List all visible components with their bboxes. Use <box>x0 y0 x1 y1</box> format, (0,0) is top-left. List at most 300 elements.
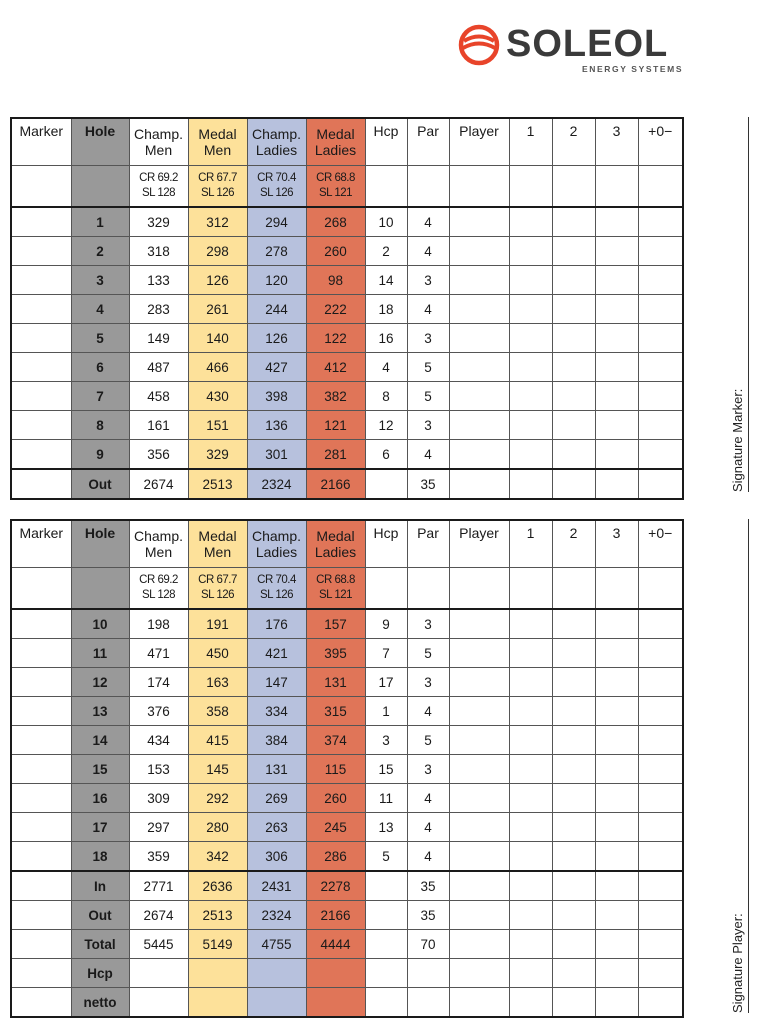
score-1-rating-cell[interactable] <box>509 166 552 208</box>
marker-cell[interactable] <box>11 726 71 755</box>
par-cell <box>407 959 449 988</box>
player-score-cell[interactable] <box>449 842 509 872</box>
score-2-header: 2 <box>552 118 595 166</box>
player-score-cell[interactable] <box>449 755 509 784</box>
score-2-rating-cell[interactable] <box>552 568 595 610</box>
score-3-cell[interactable] <box>595 813 638 842</box>
table-row <box>11 237 683 266</box>
medal-ladies-cell: 2166 <box>306 469 365 499</box>
score-2-cell[interactable] <box>552 440 595 470</box>
hcp-cell: 10 <box>365 207 407 237</box>
champ-men-cell: 283 <box>129 295 188 324</box>
medal-men-cell: 151 <box>188 411 247 440</box>
score-1-cell[interactable] <box>509 207 552 237</box>
hole-cell: Out <box>71 469 129 499</box>
champ-ladies-cell: 301 <box>247 440 306 470</box>
score-1-cell[interactable] <box>509 639 552 668</box>
score-3-cell[interactable] <box>595 784 638 813</box>
score-1-cell[interactable] <box>509 295 552 324</box>
score-3-cell[interactable] <box>595 930 638 959</box>
score-3-cell[interactable] <box>595 726 638 755</box>
medal-men-cell: 2513 <box>188 901 247 930</box>
score-1-cell[interactable] <box>509 901 552 930</box>
score-3-cell[interactable] <box>595 668 638 697</box>
score-3-cell[interactable] <box>595 901 638 930</box>
medal-men-cell: 2636 <box>188 871 247 901</box>
champ-ladies-cell: 334 <box>247 697 306 726</box>
marker-cell[interactable] <box>11 871 71 901</box>
champ-men-cell: 297 <box>129 813 188 842</box>
player-score-cell[interactable] <box>449 784 509 813</box>
hcp-cell <box>365 959 407 988</box>
champ-men-cell: 359 <box>129 842 188 872</box>
score-1-cell[interactable] <box>509 324 552 353</box>
medal-men-cell: 2513 <box>188 469 247 499</box>
hcp-cell: 17 <box>365 668 407 697</box>
marker-cell[interactable] <box>11 469 71 499</box>
score-2-cell[interactable] <box>552 237 595 266</box>
plusminus-rating-cell[interactable] <box>638 166 683 208</box>
par-cell <box>407 988 449 1018</box>
champ-ladies-header: Champ. Ladies <box>247 520 306 568</box>
brand-tagline: ENERGY SYSTEMS <box>582 64 684 74</box>
score-1-cell[interactable] <box>509 959 552 988</box>
score-1-cell[interactable] <box>509 755 552 784</box>
player-score-cell[interactable] <box>449 469 509 499</box>
score-1-header: 1 <box>509 520 552 568</box>
par-cell: 3 <box>407 755 449 784</box>
hole-cell: 6 <box>71 353 129 382</box>
score-2-cell[interactable] <box>552 266 595 295</box>
player-signature-line[interactable] <box>748 519 749 1013</box>
champ-men-cell: 329 <box>129 207 188 237</box>
player-score-cell[interactable] <box>449 324 509 353</box>
player-rating-cell[interactable] <box>449 568 509 610</box>
player-score-cell[interactable] <box>449 411 509 440</box>
table-row <box>11 959 683 988</box>
medal-men-rating: CR 67.7 SL 126 <box>188 166 247 208</box>
par-cell: 5 <box>407 382 449 411</box>
hcp-cell: 7 <box>365 639 407 668</box>
hcp-rating-cell <box>365 568 407 610</box>
score-3-cell[interactable] <box>595 609 638 639</box>
score-2-cell[interactable] <box>552 697 595 726</box>
champ-ladies-rating: CR 70.4 SL 126 <box>247 568 306 610</box>
medal-ladies-cell: 374 <box>306 726 365 755</box>
plusminus-cell[interactable] <box>638 382 683 411</box>
score-1-cell[interactable] <box>509 697 552 726</box>
plusminus-cell[interactable] <box>638 469 683 499</box>
score-2-cell[interactable] <box>552 988 595 1018</box>
hcp-cell: 3 <box>365 726 407 755</box>
score-2-cell[interactable] <box>552 411 595 440</box>
par-cell: 3 <box>407 668 449 697</box>
plusminus-cell[interactable] <box>638 266 683 295</box>
score-2-cell[interactable] <box>552 609 595 639</box>
par-cell: 3 <box>407 411 449 440</box>
plusminus-cell[interactable] <box>638 353 683 382</box>
score-2-cell[interactable] <box>552 207 595 237</box>
table-row <box>11 813 683 842</box>
table-row <box>11 609 683 639</box>
score-2-cell[interactable] <box>552 901 595 930</box>
par-cell: 4 <box>407 207 449 237</box>
score-3-cell[interactable] <box>595 207 638 237</box>
score-3-cell[interactable] <box>595 440 638 470</box>
hole-cell: 7 <box>71 382 129 411</box>
player-score-cell[interactable] <box>449 207 509 237</box>
plusminus-cell[interactable] <box>638 609 683 639</box>
par-cell: 5 <box>407 639 449 668</box>
plusminus-cell[interactable] <box>638 930 683 959</box>
champ-men-cell: 487 <box>129 353 188 382</box>
champ-ladies-cell: 120 <box>247 266 306 295</box>
hole-rating-cell <box>71 568 129 610</box>
player-score-cell[interactable] <box>449 609 509 639</box>
par-cell: 35 <box>407 871 449 901</box>
par-cell: 4 <box>407 440 449 470</box>
champ-men-cell <box>129 988 188 1018</box>
hcp-cell: 12 <box>365 411 407 440</box>
score-3-cell[interactable] <box>595 697 638 726</box>
score-2-cell[interactable] <box>552 959 595 988</box>
par-cell: 35 <box>407 901 449 930</box>
medal-men-cell: 261 <box>188 295 247 324</box>
score-1-cell[interactable] <box>509 237 552 266</box>
par-cell: 4 <box>407 697 449 726</box>
table-row <box>11 901 683 930</box>
plusminus-cell[interactable] <box>638 324 683 353</box>
plusminus-cell[interactable] <box>638 988 683 1018</box>
hcp-cell: 4 <box>365 353 407 382</box>
medal-ladies-cell: 157 <box>306 609 365 639</box>
medal-men-cell: 292 <box>188 784 247 813</box>
table-row <box>11 639 683 668</box>
score-3-cell[interactable] <box>595 295 638 324</box>
table-row <box>11 668 683 697</box>
par-cell: 3 <box>407 609 449 639</box>
champ-men-cell: 2771 <box>129 871 188 901</box>
par-cell: 5 <box>407 726 449 755</box>
hole-cell: 13 <box>71 697 129 726</box>
score-2-cell[interactable] <box>552 784 595 813</box>
marker-signature-line[interactable] <box>748 117 749 492</box>
medal-men-cell: 415 <box>188 726 247 755</box>
hcp-cell: 13 <box>365 813 407 842</box>
medal-men-cell: 5149 <box>188 930 247 959</box>
table-row <box>11 871 683 901</box>
plusminus-cell[interactable] <box>638 295 683 324</box>
score-3-cell[interactable] <box>595 959 638 988</box>
score-1-cell[interactable] <box>509 609 552 639</box>
score-1-cell[interactable] <box>509 668 552 697</box>
score-2-cell[interactable] <box>552 668 595 697</box>
score-2-cell[interactable] <box>552 930 595 959</box>
player-score-cell[interactable] <box>449 266 509 295</box>
medal-men-header: Medal Men <box>188 520 247 568</box>
champ-ladies-cell: 147 <box>247 668 306 697</box>
marker-cell[interactable] <box>11 324 71 353</box>
champ-men-cell: 318 <box>129 237 188 266</box>
hole-cell: Out <box>71 901 129 930</box>
champ-men-cell: 161 <box>129 411 188 440</box>
hcp-cell: 15 <box>365 755 407 784</box>
champ-men-cell: 174 <box>129 668 188 697</box>
score-2-cell[interactable] <box>552 639 595 668</box>
score-1-cell[interactable] <box>509 871 552 901</box>
score-3-cell[interactable] <box>595 266 638 295</box>
score-3-cell[interactable] <box>595 755 638 784</box>
plusminus-cell[interactable] <box>638 639 683 668</box>
hole-cell: Hcp <box>71 959 129 988</box>
score-2-cell[interactable] <box>552 871 595 901</box>
score-2-cell[interactable] <box>552 755 595 784</box>
score-3-cell[interactable] <box>595 469 638 499</box>
plusminus-cell[interactable] <box>638 726 683 755</box>
medal-men-cell: 280 <box>188 813 247 842</box>
player-score-cell[interactable] <box>449 639 509 668</box>
score-3-cell[interactable] <box>595 871 638 901</box>
par-header: Par <box>407 520 449 568</box>
score-2-rating-cell[interactable] <box>552 166 595 208</box>
medal-ladies-cell: 2166 <box>306 901 365 930</box>
medal-ladies-rating: CR 68.8 SL 121 <box>306 166 365 208</box>
marker-cell[interactable] <box>11 266 71 295</box>
hcp-cell <box>365 871 407 901</box>
marker-cell[interactable] <box>11 411 71 440</box>
plusminus-cell[interactable] <box>638 959 683 988</box>
champ-men-cell: 356 <box>129 440 188 470</box>
soleol-logo <box>458 20 693 76</box>
marker-cell[interactable] <box>11 207 71 237</box>
player-score-cell[interactable] <box>449 988 509 1018</box>
marker-cell[interactable] <box>11 755 71 784</box>
hcp-header: Hcp <box>365 520 407 568</box>
marker-cell[interactable] <box>11 639 71 668</box>
marker-cell[interactable] <box>11 842 71 872</box>
marker-rating-cell[interactable] <box>11 568 71 610</box>
player-rating-cell[interactable] <box>449 166 509 208</box>
score-1-cell[interactable] <box>509 988 552 1018</box>
table-row <box>11 324 683 353</box>
plusminus-cell[interactable] <box>638 871 683 901</box>
hole-cell: 8 <box>71 411 129 440</box>
hole-cell: netto <box>71 988 129 1018</box>
player-score-cell[interactable] <box>449 959 509 988</box>
hole-header: Hole <box>71 520 129 568</box>
plusminus-cell[interactable] <box>638 901 683 930</box>
score-3-cell[interactable] <box>595 324 638 353</box>
champ-ladies-cell: 244 <box>247 295 306 324</box>
medal-ladies-cell: 4444 <box>306 930 365 959</box>
medal-men-cell: 466 <box>188 353 247 382</box>
medal-men-cell: 342 <box>188 842 247 872</box>
rating-row <box>11 166 683 208</box>
brand-name: SOLEOL <box>506 23 669 65</box>
table-row <box>11 930 683 959</box>
champ-men-cell: 471 <box>129 639 188 668</box>
score-2-cell[interactable] <box>552 324 595 353</box>
player-header: Player <box>449 118 509 166</box>
player-score-cell[interactable] <box>449 697 509 726</box>
marker-cell[interactable] <box>11 440 71 470</box>
marker-cell[interactable] <box>11 609 71 639</box>
table-row <box>11 353 683 382</box>
score-1-cell[interactable] <box>509 440 552 470</box>
marker-cell[interactable] <box>11 697 71 726</box>
score-3-cell[interactable] <box>595 988 638 1018</box>
marker-cell[interactable] <box>11 353 71 382</box>
score-3-cell[interactable] <box>595 842 638 872</box>
score-1-cell[interactable] <box>509 726 552 755</box>
score-2-cell[interactable] <box>552 469 595 499</box>
score-2-cell[interactable] <box>552 353 595 382</box>
plusminus-cell[interactable] <box>638 813 683 842</box>
champ-ladies-cell: 2324 <box>247 469 306 499</box>
champ-ladies-cell: 126 <box>247 324 306 353</box>
score-2-cell[interactable] <box>552 382 595 411</box>
plusminus-cell[interactable] <box>638 668 683 697</box>
hole-cell: 5 <box>71 324 129 353</box>
hole-cell: 9 <box>71 440 129 470</box>
table-row <box>11 842 683 872</box>
par-header: Par <box>407 118 449 166</box>
marker-cell[interactable] <box>11 813 71 842</box>
plusminus-cell[interactable] <box>638 784 683 813</box>
hole-cell: 14 <box>71 726 129 755</box>
hcp-cell: 8 <box>365 382 407 411</box>
champ-ladies-cell: 269 <box>247 784 306 813</box>
score-3-cell[interactable] <box>595 237 638 266</box>
header-row <box>11 520 683 568</box>
score-1-cell[interactable] <box>509 469 552 499</box>
score-1-cell[interactable] <box>509 382 552 411</box>
champ-ladies-cell: 306 <box>247 842 306 872</box>
plusminus-rating-cell[interactable] <box>638 568 683 610</box>
champ-ladies-cell: 294 <box>247 207 306 237</box>
marker-cell[interactable] <box>11 237 71 266</box>
marker-cell[interactable] <box>11 959 71 988</box>
score-3-cell[interactable] <box>595 411 638 440</box>
score-2-cell[interactable] <box>552 726 595 755</box>
score-3-rating-cell[interactable] <box>595 166 638 208</box>
score-2-cell[interactable] <box>552 842 595 872</box>
player-score-cell[interactable] <box>449 901 509 930</box>
score-1-cell[interactable] <box>509 353 552 382</box>
player-score-cell[interactable] <box>449 871 509 901</box>
score-3-cell[interactable] <box>595 639 638 668</box>
table-row <box>11 988 683 1018</box>
medal-men-header: Medal Men <box>188 118 247 166</box>
champ-ladies-rating: CR 70.4 SL 126 <box>247 166 306 208</box>
medal-ladies-header: Medal Ladies <box>306 118 365 166</box>
medal-ladies-cell: 122 <box>306 324 365 353</box>
hcp-cell: 16 <box>365 324 407 353</box>
player-score-cell[interactable] <box>449 382 509 411</box>
champ-men-cell: 2674 <box>129 469 188 499</box>
player-score-cell[interactable] <box>449 813 509 842</box>
marker-cell[interactable] <box>11 295 71 324</box>
champ-ladies-cell: 421 <box>247 639 306 668</box>
plusminus-cell[interactable] <box>638 237 683 266</box>
hole-cell: 10 <box>71 609 129 639</box>
medal-men-cell: 298 <box>188 237 247 266</box>
champ-men-cell: 2674 <box>129 901 188 930</box>
medal-men-cell: 163 <box>188 668 247 697</box>
score-1-rating-cell[interactable] <box>509 568 552 610</box>
player-score-cell[interactable] <box>449 726 509 755</box>
score-1-cell[interactable] <box>509 813 552 842</box>
table-row <box>11 411 683 440</box>
champ-men-header: Champ. Men <box>129 118 188 166</box>
player-score-cell[interactable] <box>449 237 509 266</box>
table-row <box>11 697 683 726</box>
hole-cell: 11 <box>71 639 129 668</box>
player-score-cell[interactable] <box>449 930 509 959</box>
score-1-cell[interactable] <box>509 266 552 295</box>
par-rating-cell <box>407 568 449 610</box>
par-cell: 5 <box>407 353 449 382</box>
medal-men-cell: 358 <box>188 697 247 726</box>
score-1-cell[interactable] <box>509 411 552 440</box>
score-2-header: 2 <box>552 520 595 568</box>
plusminus-cell[interactable] <box>638 755 683 784</box>
score-2-cell[interactable] <box>552 295 595 324</box>
marker-cell[interactable] <box>11 988 71 1018</box>
medal-ladies-cell: 286 <box>306 842 365 872</box>
score-3-cell[interactable] <box>595 382 638 411</box>
marker-rating-cell[interactable] <box>11 166 71 208</box>
hole-cell: 17 <box>71 813 129 842</box>
champ-ladies-cell: 278 <box>247 237 306 266</box>
par-cell: 4 <box>407 295 449 324</box>
player-score-cell[interactable] <box>449 668 509 697</box>
table-row <box>11 469 683 499</box>
hcp-cell: 1 <box>365 697 407 726</box>
score-1-cell[interactable] <box>509 930 552 959</box>
champ-ladies-cell: 384 <box>247 726 306 755</box>
player-score-cell[interactable] <box>449 353 509 382</box>
plusminus-cell[interactable] <box>638 411 683 440</box>
plusminus-cell[interactable] <box>638 697 683 726</box>
score-3-header: 3 <box>595 118 638 166</box>
marker-cell[interactable] <box>11 784 71 813</box>
score-1-cell[interactable] <box>509 784 552 813</box>
player-score-cell[interactable] <box>449 440 509 470</box>
score-2-cell[interactable] <box>552 813 595 842</box>
player-score-cell[interactable] <box>449 295 509 324</box>
plusminus-cell[interactable] <box>638 207 683 237</box>
hole-cell: 3 <box>71 266 129 295</box>
marker-cell[interactable] <box>11 901 71 930</box>
score-3-rating-cell[interactable] <box>595 568 638 610</box>
sun-wave-logo-icon <box>458 24 500 66</box>
marker-cell[interactable] <box>11 930 71 959</box>
marker-cell[interactable] <box>11 668 71 697</box>
hcp-cell <box>365 901 407 930</box>
plusminus-cell[interactable] <box>638 842 683 872</box>
table-row <box>11 755 683 784</box>
plusminus-header: +0− <box>638 118 683 166</box>
hole-cell: 16 <box>71 784 129 813</box>
hole-cell: 1 <box>71 207 129 237</box>
score-3-cell[interactable] <box>595 353 638 382</box>
score-1-cell[interactable] <box>509 842 552 872</box>
marker-cell[interactable] <box>11 382 71 411</box>
champ-men-cell: 376 <box>129 697 188 726</box>
plusminus-cell[interactable] <box>638 440 683 470</box>
champ-ladies-cell <box>247 959 306 988</box>
